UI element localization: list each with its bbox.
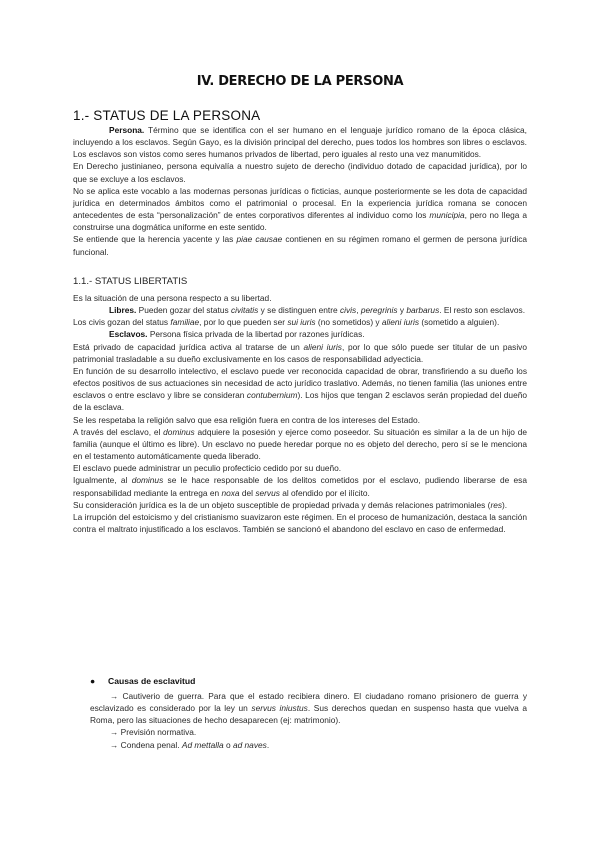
paragraph-libres: Libres. Pueden gozar del status civitatis y se distinguen entre civis, peregrinis y barbarus. El resto son esclavos. xyxy=(109,305,526,316)
causa-condena: → Condena penal. Ad mettalla o ad naves. xyxy=(110,739,270,750)
paragraph-esclavos: Esclavos. Persona física privada de la libertad por razones jurídicas. xyxy=(109,329,365,340)
bullet-icon: ● xyxy=(90,676,96,686)
paragraph-capacidad: Está privado de capacidad jurídica activa al tratarse de un alieni iuris, por lo que sólo puede ser titular de un pasivo patrimonial trasladable a su dueño exclusivamente en los casos de responsabilidad adyecticia. xyxy=(73,341,527,364)
paragraph-peculio: El esclavo puede administrar un peculio profecticio cedido por su dueño. xyxy=(73,463,342,474)
paragraph-consideracion: Su consideración jurídica es la de un objeto susceptible de propiedad privada y demás relaciones patrimoniales (res). xyxy=(73,499,508,510)
paragraph-persona: Persona. Término que se identifica con el ser humano en el lenguaje jurídico romano de la época clásica, incluyendo a los esclavos. Según Gayo, es la división principal del derecho, pues todos los hombres son libres o esclavos. Los esclavos son vistos como seres humanos privados de libertad, pero iguales al resto una vez manumitidos. xyxy=(73,125,527,160)
causas-list xyxy=(90,690,527,751)
subsection-heading: 1.1.- STATUS LIBERTATIS xyxy=(73,276,188,287)
paragraph-desarrollo: En función de su desarrollo intelectivo, el esclavo puede ver reconocida capacidad de obrar, transfiriendo a su dueño los efectos positivos de sus actuaciones sin necesidad de acto jurídico traslativo. Además, no tienen familia (las uniones entre esclavos o entre esclavo y libre se consideran contubernium). Los hijos que tengan 2 esclavos serán propiedad del dueño de la esclava. xyxy=(73,365,527,413)
subsection-body xyxy=(73,292,527,535)
paragraph-estoicismo: La irrupción del estoicismo y del cristianismo suavizaron este régimen. En el proceso de humanización, destaca la sanción contra el maltrato injustificado a los esclavos. También se sancionó el abandono del esclavo en caso de enfermedad. xyxy=(73,511,527,534)
paragraph-responsabilidad: Igualmente, al dominus se le hace responsable de los delitos cometidos por el esclavo, pudiendo liberarse de esa responsabilidad mediante la entrega en noxa del servus al ofendido por el ilícito. xyxy=(73,475,527,498)
paragraph-justinianeo: En Derecho justinianeo, persona equivalía a nuestro sujeto de derecho (individuo dotado de capacidad jurídica), por lo que se excluye a los esclavos. xyxy=(73,161,527,184)
paragraph-personas-juridicas: No se aplica este vocablo a las modernas personas jurídicas o ficticias, aunque posteriormente se les dota de capacidad jurídica en determinados ámbitos como el patrimonial o procesal. En la experiencia jurídica romana se conocen antecedentes de esta “personalización” de entes corporativos diferentes al individuo como los municipia, pero no llega a construirse una dogmática uniforme en este sentido. xyxy=(73,185,527,233)
section-body xyxy=(73,124,527,258)
paragraph-dominus: A través del esclavo, el dominus adquiere la posesión y ejerce como poseedor. Su situación es similar a la de un hijo de familia (aunque el último es libre). Un esclavo no puede heredar porque no es objeto del derecho, pero sí se le menciona en el testamento automáticamente queda liberado. xyxy=(73,426,527,462)
section-heading: 1.- STATUS DE LA PERSONA xyxy=(73,108,261,123)
paragraph-herencia: Se entiende que la herencia yacente y las piae causae contienen en su régimen romano el germen de persona jurídica funcional. xyxy=(73,234,527,257)
term-persona: Persona. xyxy=(109,125,145,135)
causa-cautiverio: → Cautiverio de guerra. Para que el estado recibiera dinero. El ciudadano romano prisionero de guerra y esclavizado es considerado por la ley un servus iniustus. Sus derechos quedan en suspenso hasta que vuelva a Roma, pero las situaciones de hecho desaparecen (ej: matrimonio). xyxy=(90,691,527,726)
paragraph-civis: Los civis gozan del status familiae, por lo que pueden ser sui iuris (no sometidos) y alieni iuris (sometido a alguien). xyxy=(73,317,500,328)
paragraph-religion: Se les respetaba la religión salvo que esa religión fuera en contra de los intereses del Estado. xyxy=(73,414,420,425)
causa-prevision: → Previsión normativa. xyxy=(110,727,197,738)
paragraph-intro: Es la situación de una persona respecto a su libertad. xyxy=(73,293,272,303)
causas-heading: ● Causas de esclavitud xyxy=(90,676,196,686)
page-title: IV. DERECHO DE LA PERSONA xyxy=(196,74,404,89)
